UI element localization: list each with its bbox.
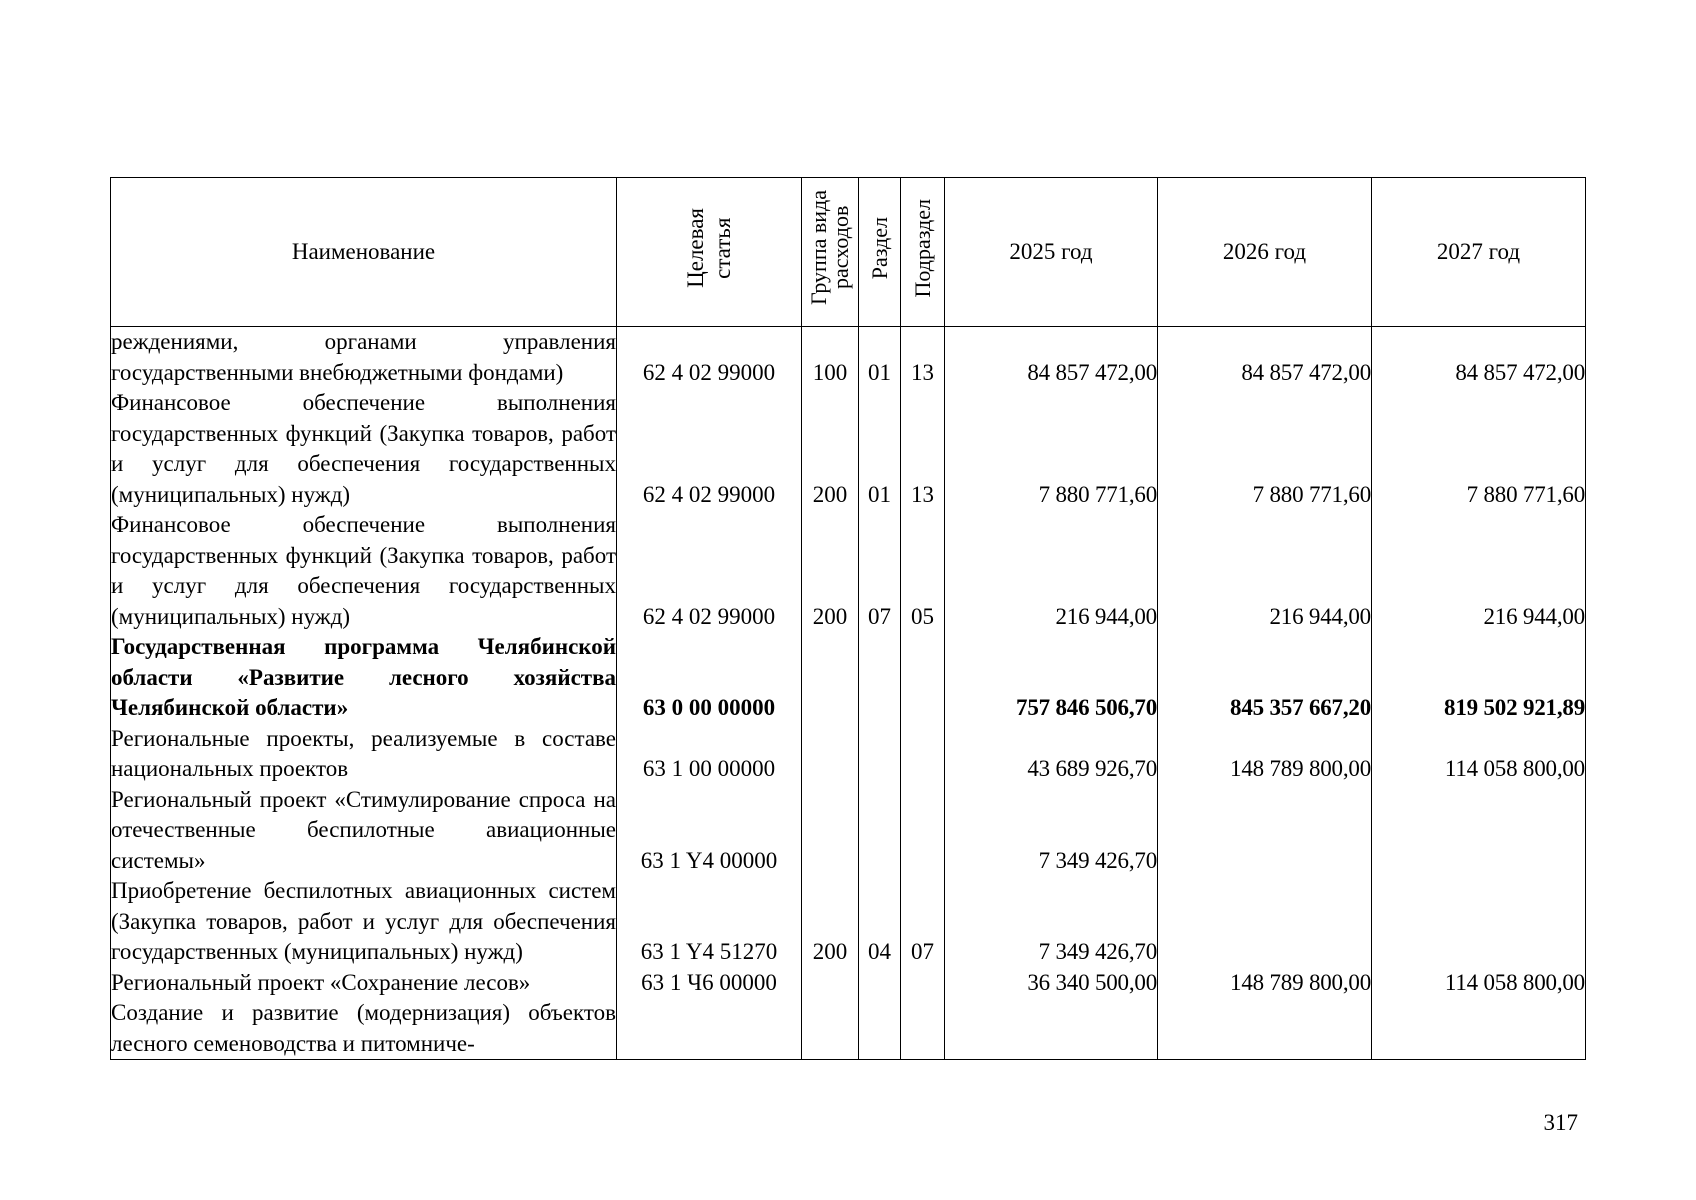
- row-subsection: [901, 998, 945, 1060]
- row-value-2025: 216 944,00: [945, 510, 1158, 632]
- row-section: [859, 632, 901, 724]
- row-section: 01: [859, 388, 901, 510]
- row-expense-group: 100: [802, 327, 859, 389]
- row-expense-group: [802, 785, 859, 877]
- header-name: Наименование: [111, 178, 617, 327]
- row-value-2026: [1158, 785, 1372, 877]
- row-name: Приобретение беспилотных авиационных систем (Закупка товаров, работ и услуг для обеспечения государственных (муниципальных) нужд): [111, 876, 617, 968]
- row-subsection: 13: [901, 327, 945, 389]
- header-year-2026: 2026 год: [1158, 178, 1372, 327]
- row-name: Создание и развитие (модернизация) объектов лесного семеноводства и питомниче-: [111, 998, 617, 1060]
- row-value-2025: 43 689 926,70: [945, 724, 1158, 785]
- table-row: [111, 998, 1586, 1060]
- row-value-2025: 36 340 500,00: [945, 968, 1158, 999]
- row-name: Региональные проекты, реализуемые в составе национальных проектов: [111, 724, 617, 785]
- table-row: [111, 785, 1586, 877]
- header-target-article: Целевая статья: [617, 178, 802, 327]
- row-target-article: 63 1 Y4 51270: [617, 876, 802, 968]
- row-value-2027: 216 944,00: [1372, 510, 1586, 632]
- row-subsection: 05: [901, 510, 945, 632]
- row-name: Финансовое обеспечение выполнения государственных функций (Закупка товаров, работ и услуг для обеспечения государственных (муниципальных) нужд): [111, 388, 617, 510]
- row-expense-group: 200: [802, 510, 859, 632]
- row-section: 04: [859, 876, 901, 968]
- row-value-2027: 114 058 800,00: [1372, 724, 1586, 785]
- header-year-2027: 2027 год: [1372, 178, 1586, 327]
- row-target-article: 62 4 02 99000: [617, 327, 802, 389]
- row-value-2027: [1372, 876, 1586, 968]
- row-value-2025: 7 880 771,60: [945, 388, 1158, 510]
- table-row: [111, 876, 1586, 968]
- table-row: [111, 388, 1586, 510]
- row-target-article: 63 1 00 00000: [617, 724, 802, 785]
- table-row: [111, 510, 1586, 632]
- row-subsection: [901, 968, 945, 999]
- row-expense-group: 200: [802, 388, 859, 510]
- row-value-2027: [1372, 785, 1586, 877]
- row-value-2026: [1158, 876, 1372, 968]
- row-section: 07: [859, 510, 901, 632]
- row-value-2027: [1372, 998, 1586, 1060]
- row-subsection: [901, 785, 945, 877]
- table-row: [111, 327, 1586, 389]
- row-name: Региональный проект «Сохранение лесов»: [111, 968, 617, 999]
- budget-table: [110, 177, 1586, 1060]
- page-number: 317: [1543, 1110, 1578, 1135]
- row-expense-group: [802, 998, 859, 1060]
- row-expense-group: [802, 724, 859, 785]
- table-row: [111, 968, 1586, 999]
- row-value-2025: [945, 998, 1158, 1060]
- row-target-article: 63 1 Y4 00000: [617, 785, 802, 877]
- row-value-2026: 216 944,00: [1158, 510, 1372, 632]
- row-value-2027: 819 502 921,89: [1372, 632, 1586, 724]
- header-subsection: Подраздел: [901, 178, 945, 327]
- row-target-article: 63 0 00 00000: [617, 632, 802, 724]
- row-section: [859, 968, 901, 999]
- table-header-row: [111, 178, 1586, 327]
- row-target-article: 62 4 02 99000: [617, 510, 802, 632]
- row-value-2027: 7 880 771,60: [1372, 388, 1586, 510]
- row-subsection: 07: [901, 876, 945, 968]
- row-section: [859, 785, 901, 877]
- row-subsection: 13: [901, 388, 945, 510]
- row-target-article: [617, 998, 802, 1060]
- header-year-2025: 2025 год: [945, 178, 1158, 327]
- row-value-2026: 148 789 800,00: [1158, 968, 1372, 999]
- header-expense-group: Группа вида расходов: [802, 178, 859, 327]
- row-value-2026: 7 880 771,60: [1158, 388, 1372, 510]
- table-row-program: [111, 632, 1586, 724]
- row-subsection: [901, 724, 945, 785]
- row-value-2026: 84 857 472,00: [1158, 327, 1372, 389]
- row-expense-group: 200: [802, 876, 859, 968]
- row-value-2025: 84 857 472,00: [945, 327, 1158, 389]
- row-name: Государственная программа Челябинской области «Развитие лесного хозяйства Челябинской области»: [111, 632, 617, 724]
- row-target-article: 62 4 02 99000: [617, 388, 802, 510]
- row-value-2027: 84 857 472,00: [1372, 327, 1586, 389]
- row-name: реждениями, органами управления государственными внебюджетными фондами): [111, 327, 617, 389]
- row-value-2025: 757 846 506,70: [945, 632, 1158, 724]
- row-expense-group: [802, 968, 859, 999]
- row-value-2025: 7 349 426,70: [945, 785, 1158, 877]
- table-row: [111, 724, 1586, 785]
- row-value-2026: 845 357 667,20: [1158, 632, 1372, 724]
- row-target-article: 63 1 Ч6 00000: [617, 968, 802, 999]
- header-section: Раздел: [859, 178, 901, 327]
- row-section: 01: [859, 327, 901, 389]
- row-section: [859, 724, 901, 785]
- row-value-2026: 148 789 800,00: [1158, 724, 1372, 785]
- row-section: [859, 998, 901, 1060]
- row-name: Финансовое обеспечение выполнения государственных функций (Закупка товаров, работ и услуг для обеспечения государственных (муниципальных) нужд): [111, 510, 617, 632]
- row-value-2025: 7 349 426,70: [945, 876, 1158, 968]
- row-value-2026: [1158, 998, 1372, 1060]
- row-value-2027: 114 058 800,00: [1372, 968, 1586, 999]
- row-expense-group: [802, 632, 859, 724]
- row-subsection: [901, 632, 945, 724]
- row-name: Региональный проект «Стимулирование спроса на отечественные беспилотные авиационные системы»: [111, 785, 617, 877]
